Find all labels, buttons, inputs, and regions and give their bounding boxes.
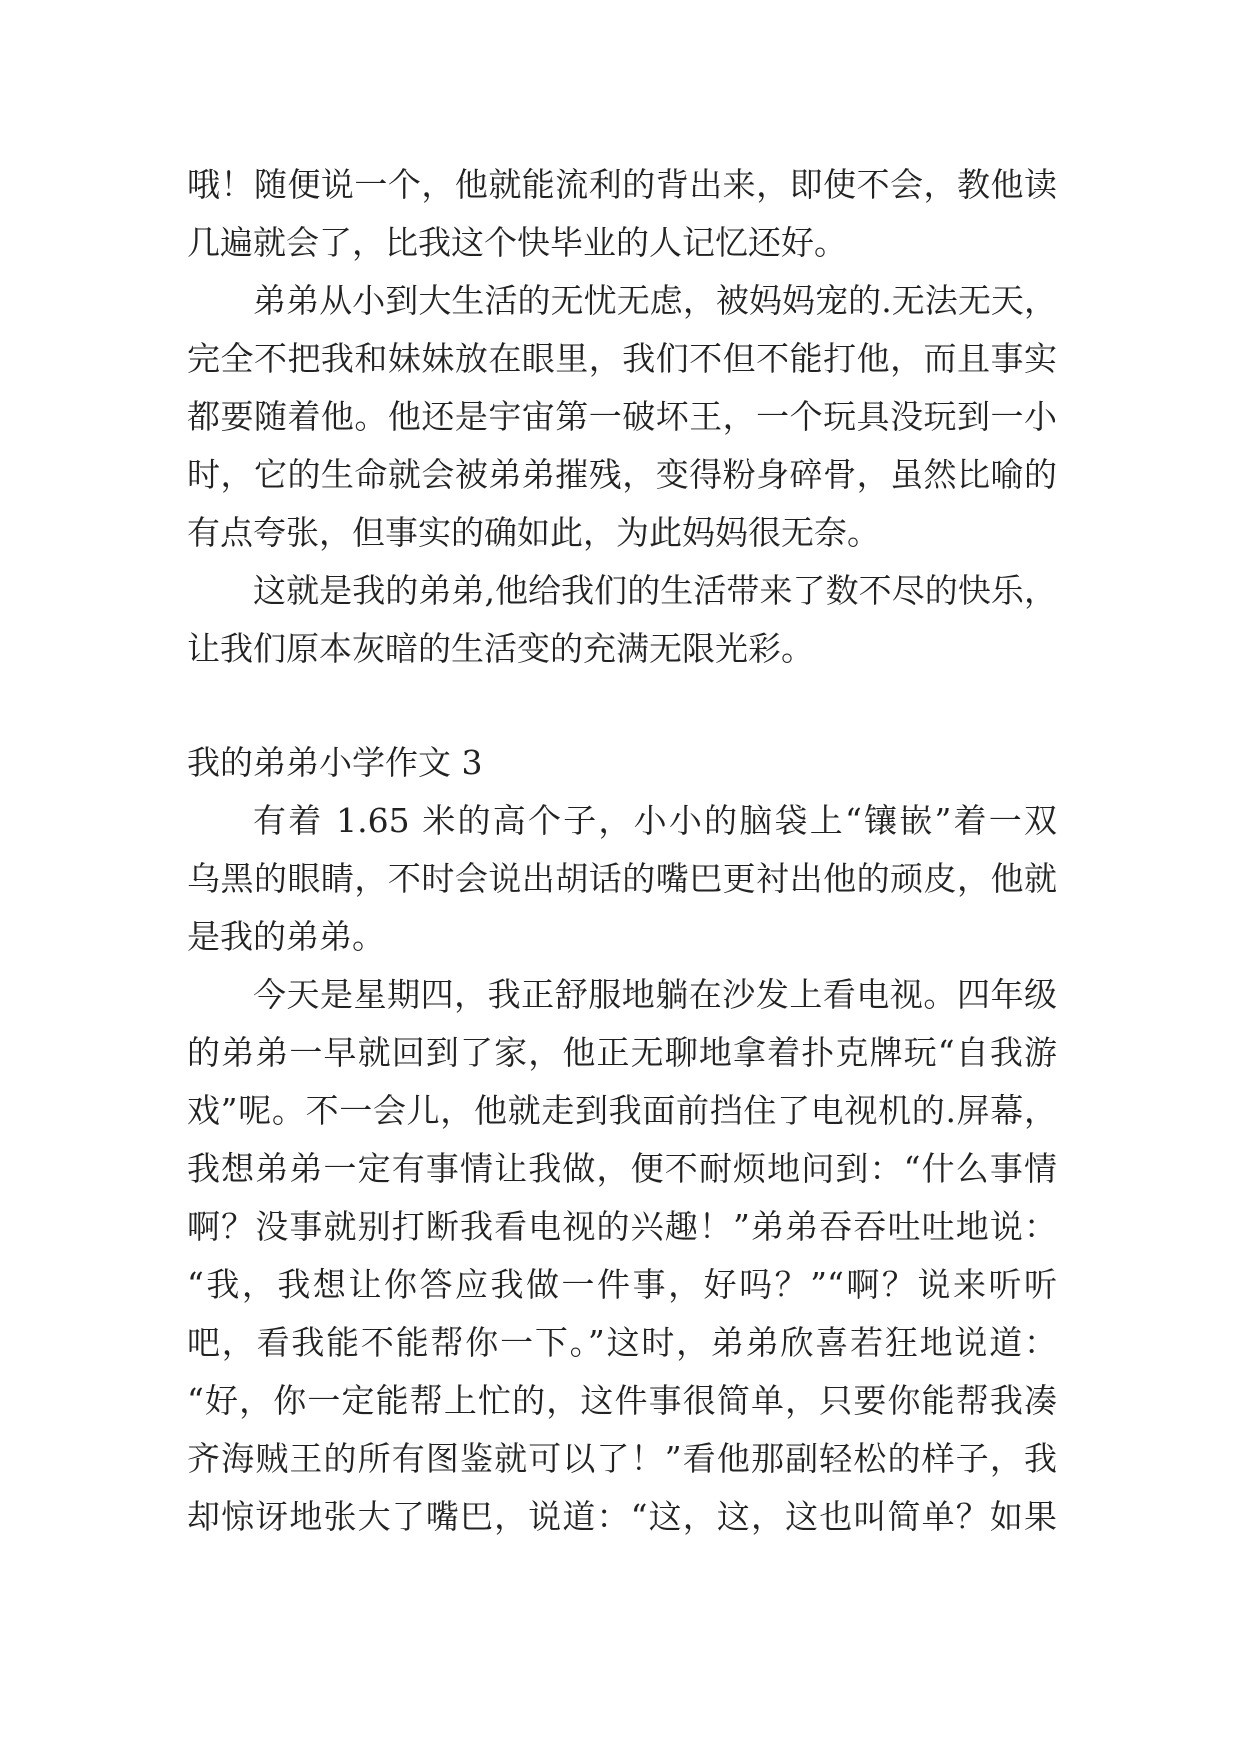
text-line: 我想弟弟一定有事情让我做，便不耐烦地问到：“什么事情 [187, 1149, 1057, 1188]
text-line: 今天是星期四，我正舒服地躺在沙发上看电视。四年级 [253, 975, 1057, 1014]
text-line: 弟弟从小到大生活的无忧无虑，被妈妈宠的.无法无天， [253, 281, 1057, 320]
text-line: 这就是我的弟弟,他给我们的生活带来了数不尽的快乐， [253, 571, 1057, 610]
text-line: 齐海贼王的所有图鉴就可以了！”看他那副轻松的样子，我 [187, 1439, 1057, 1478]
text-line: 却惊讶地张大了嘴巴，说道：“这，这，这也叫简单？如果 [187, 1497, 1057, 1536]
text-line: 都要随着他。他还是宇宙第一破坏王，一个玩具没玩到一小 [187, 397, 1057, 436]
text-line: 的弟弟一早就回到了家，他正无聊地拿着扑克牌玩“自我游 [187, 1033, 1057, 1072]
section-heading: 我的弟弟小学作文 3 [187, 743, 483, 782]
text-line: 啊？没事就别打断我看电视的兴趣！”弟弟吞吞吐吐地说： [187, 1207, 1057, 1246]
text-line: 戏”呢。不一会儿，他就走到我面前挡住了电视机的.屏幕， [187, 1091, 1057, 1130]
text-line: 吧，看我能不能帮你一下。”这时，弟弟欣喜若狂地说道： [187, 1323, 1057, 1362]
text-line: “我，我想让你答应我做一件事，好吗？”“啊？说来听听 [187, 1265, 1057, 1304]
text-line: “好，你一定能帮上忙的，这件事很简单，只要你能帮我凑 [187, 1381, 1057, 1420]
text-line: 完全不把我和妹妹放在眼里，我们不但不能打他，而且事实 [187, 339, 1057, 378]
text-line: 几遍就会了，比我这个快毕业的人记忆还好。 [187, 223, 847, 262]
text-line: 是我的弟弟。 [187, 917, 385, 956]
text-line: 有着 1.65 米的高个子，小小的脑袋上“镶嵌”着一双 [253, 801, 1057, 840]
document-body [187, 156, 1057, 1546]
text-line: 哦！随便说一个，他就能流利的背出来，即使不会，教他读 [187, 165, 1057, 204]
text-line: 让我们原本灰暗的生活变的充满无限光彩。 [187, 629, 814, 668]
section-gap [187, 678, 1057, 734]
text-line: 乌黑的眼睛，不时会说出胡话的嘴巴更衬出他的顽皮，他就 [187, 859, 1057, 898]
text-line: 有点夸张，但事实的确如此，为此妈妈很无奈。 [187, 513, 880, 552]
text-line: 时，它的生命就会被弟弟摧残，变得粉身碎骨，虽然比喻的 [187, 455, 1057, 494]
